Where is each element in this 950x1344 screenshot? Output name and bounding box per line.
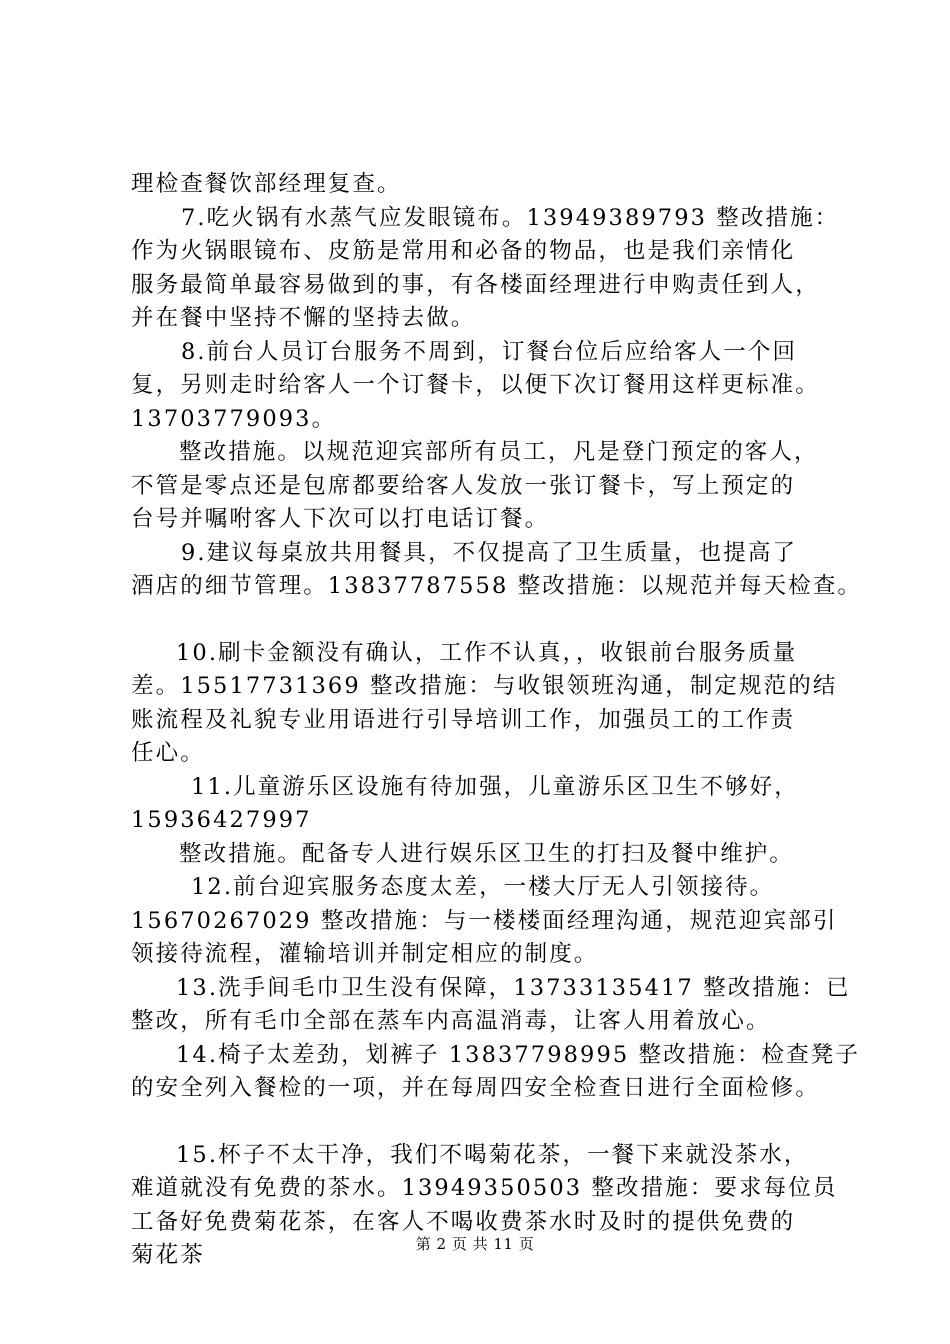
text-line: 复，另则走时给客人一个订餐卡，以便下次订餐用这样更标准。 [131,372,820,398]
list-item-12: 12.前台迎宾服务态度太差，一楼大厅无人引领接待。 [191,874,775,900]
text-line: 工备好免费菊花茶，在客人不喝收费茶水时及时的提供免费的 [131,1208,796,1235]
text-line: 整改措施。配备专人进行娱乐区卫生的打扫及餐中维护。 [179,840,795,867]
text-line: 台号并嘱咐客人下次可以打电话订餐。 [131,506,550,532]
text-line: 领接待流程，灌输培训并制定相应的制度。 [131,941,599,967]
paragraph-gap [131,604,851,637]
list-item-7: 7.吃火锅有水蒸气应发眼镜布。13949389793 整改措施： [181,204,840,231]
text-line: 难道就没有免费的茶水。13949350503 整改措施：要求每位员 [131,1175,838,1201]
list-item-9: 9.建议每桌放共用餐具，不仅提高了卫生质量，也提高了 [181,539,798,566]
list-item-15: 15.杯子不太干净，我们不喝菊花茶，一餐下来就没茶水， [176,1141,809,1168]
list-item-11: 11.儿童游乐区设施有待加强，儿童游乐区卫生不够好， [191,773,799,800]
list-item-8: 8.前台人员订台服务不周到，订餐台位后应给客人一个回 [181,338,798,365]
document-body [131,168,863,1273]
text-line: 15670267029 整改措施：与一楼楼面经理沟通，规范迎宾部引 [131,907,838,934]
paragraph-gap [131,1106,851,1139]
list-item-10: 10.刷卡金额没有确认，工作不认真，，收银前台服务质量 [176,639,798,666]
text-line: 并在餐中坚持不懈的坚持去做。 [131,305,476,331]
text-line: 酒店的细节管理。13837787558 整改措施：以规范并每天检查。 [131,573,863,599]
text-line: 账流程及礼貌专业用语进行引导培训工作，加强员工的工作责 [131,706,796,733]
page-number-footer: 第 2 页 共 11 页 [415,1235,535,1253]
text-line: 的安全列入餐检的一项，并在每周四安全检查日进行全面检修。 [131,1075,820,1101]
text-line: 整改，所有毛巾全部在蒸车内高温消毒，让客人用着放心。 [131,1008,771,1034]
text-line: 15936427997 [131,807,312,833]
text-line: 13703779093。 [131,405,337,432]
text-line: 任心。 [131,740,205,766]
list-item-14: 14.椅子太差劲，划裤子 13837798995 整改措施：检查凳子 [176,1041,860,1068]
text-line: 理检查餐饮部经理复查。 [131,171,402,197]
text-line: 菊花茶 [131,1242,205,1268]
text-line: 不管是零点还是包席都要给客人发放一张订餐卡，写上预定的 [131,472,796,499]
text-line: 差。15517731369 整改措施：与收银领班沟通，制定规范的结 [131,673,838,699]
text-line: 整改措施。以规范迎宾部所有员工，凡是登门预定的客人， [179,439,819,465]
list-item-13: 13.洗手间毛巾卫生没有保障，13733135417 整改措施：已 [176,974,851,1001]
text-line: 服务最简单最容易做到的事，有各楼面经理进行申购责任到人， [131,271,820,298]
text-line: 作为火锅眼镜布、皮筋是常用和必备的物品，也是我们亲情化 [131,238,796,264]
